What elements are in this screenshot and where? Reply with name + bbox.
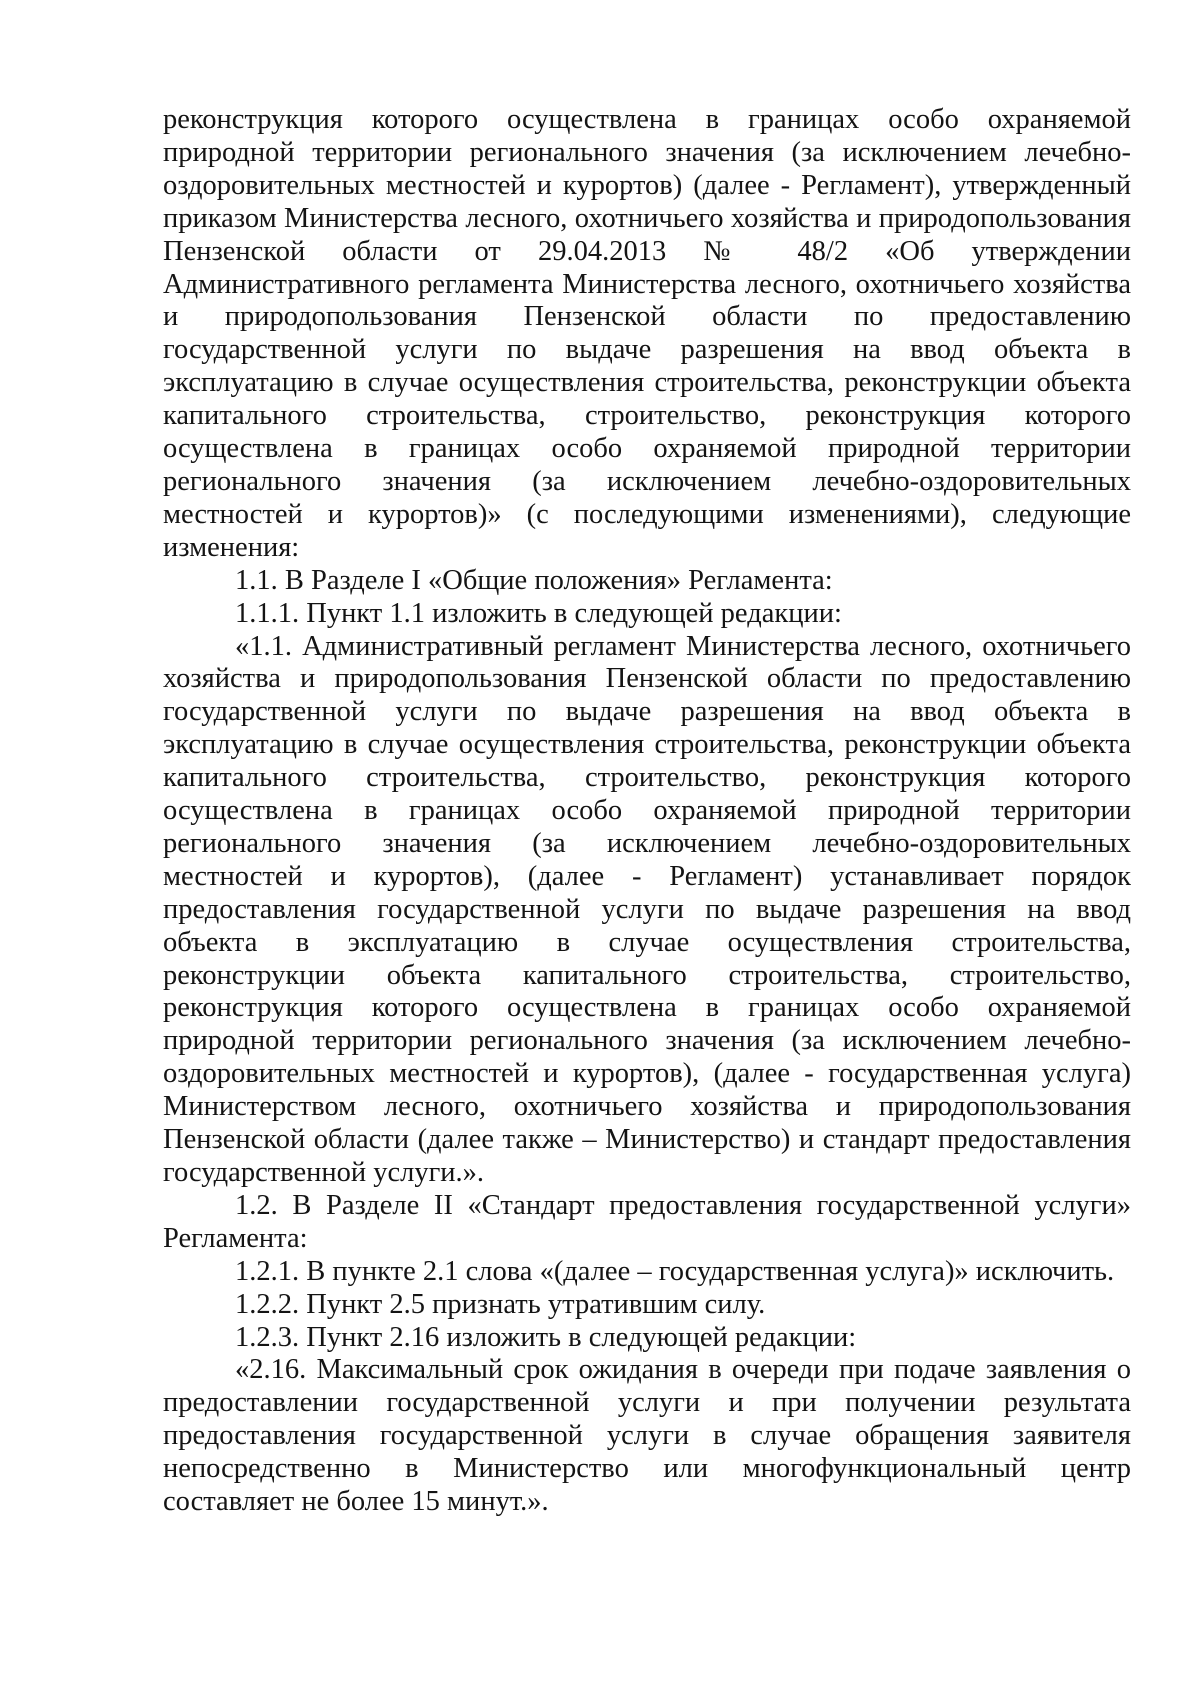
- paragraph-1-2-2: 1.2.2. Пункт 2.5 признать утратившим силу.: [235, 1288, 766, 1320]
- document-body: [163, 104, 1131, 1519]
- paragraph-1-2: 1.2. В Разделе II «Стандарт предоставления государственной услуги» Регламента:: [163, 1189, 1131, 1254]
- paragraph-1-1-quote: «1.1. Административный регламент Министерства лесного, охотничьего хозяйства и природопользования Пензенской области по предоставлению государственной услуги по выдаче разрешения на ввод объекта в эксплуатацию в случае осуществления строительства, реконструкции объекта капитального строительства, строительство, реконструкция которого осуществлена в границах особо охраняемой природной территории регионального значения (за исключением лечебно-оздоровительных местностей и курортов), (далее - Регламент) устанавливает порядок предоставления государственной услуги по выдаче разрешения на ввод объекта в эксплуатацию в случае осуществления строительства, реконструкции объекта капитального строительства, строительство, реконструкция которого осуществлена в границах особо охраняемой природной территории регионального значения (за исключением лечебно-оздоровительных местностей и курортов), (далее - государственная услуга) Министерством лесного, охотничьего хозяйства и природопользования Пензенской области (далее также – Министерство) и стандарт предоставления государственной услуги.».: [163, 630, 1131, 1188]
- paragraph-1-1-1: 1.1.1. Пункт 1.1 изложить в следующей редакции:: [235, 597, 842, 629]
- paragraph-2-16-quote: «2.16. Максимальный срок ожидания в очереди при подаче заявления о предоставлении государственной услуги и при получении результата предоставления государственной услуги в случае обращения заявителя непосредственно в Министерство или многофункциональный центр составляет не более 15 минут.».: [163, 1354, 1131, 1518]
- paragraph-1-2-1: 1.2.1. В пункте 2.1 слова «(далее – государственная услуга)» исключить.: [235, 1255, 1115, 1287]
- paragraph-regulation-title: реконструкция которого осуществлена в границах особо охраняемой природной территории регионального значения (за исключением лечебно-оздоровительных местностей и курортов) (далее - Регламент), утвержденный приказом Министерства лесного, охотничьего хозяйства и природопользования Пензенской области от 29.04.2013 № 48/2 «Об утверждении Административного регламента Министерства лесного, охотничьего хозяйства и природопользования Пензенской области по предоставлению государственной услуги по выдаче разрешения на ввод объекта в эксплуатацию в случае осуществления строительства, реконструкции объекта капитального строительства, строительство, реконструкция которого осуществлена в границах особо охраняемой природной территории регионального значения (за исключением лечебно-оздоровительных местностей и курортов)» (с последующими изменениями), следующие изменения:: [163, 104, 1131, 563]
- paragraph-1-2-3: 1.2.3. Пункт 2.16 изложить в следующей редакции:: [235, 1321, 857, 1353]
- paragraph-1-1: 1.1. В Разделе I «Общие положения» Регламента:: [235, 564, 833, 596]
